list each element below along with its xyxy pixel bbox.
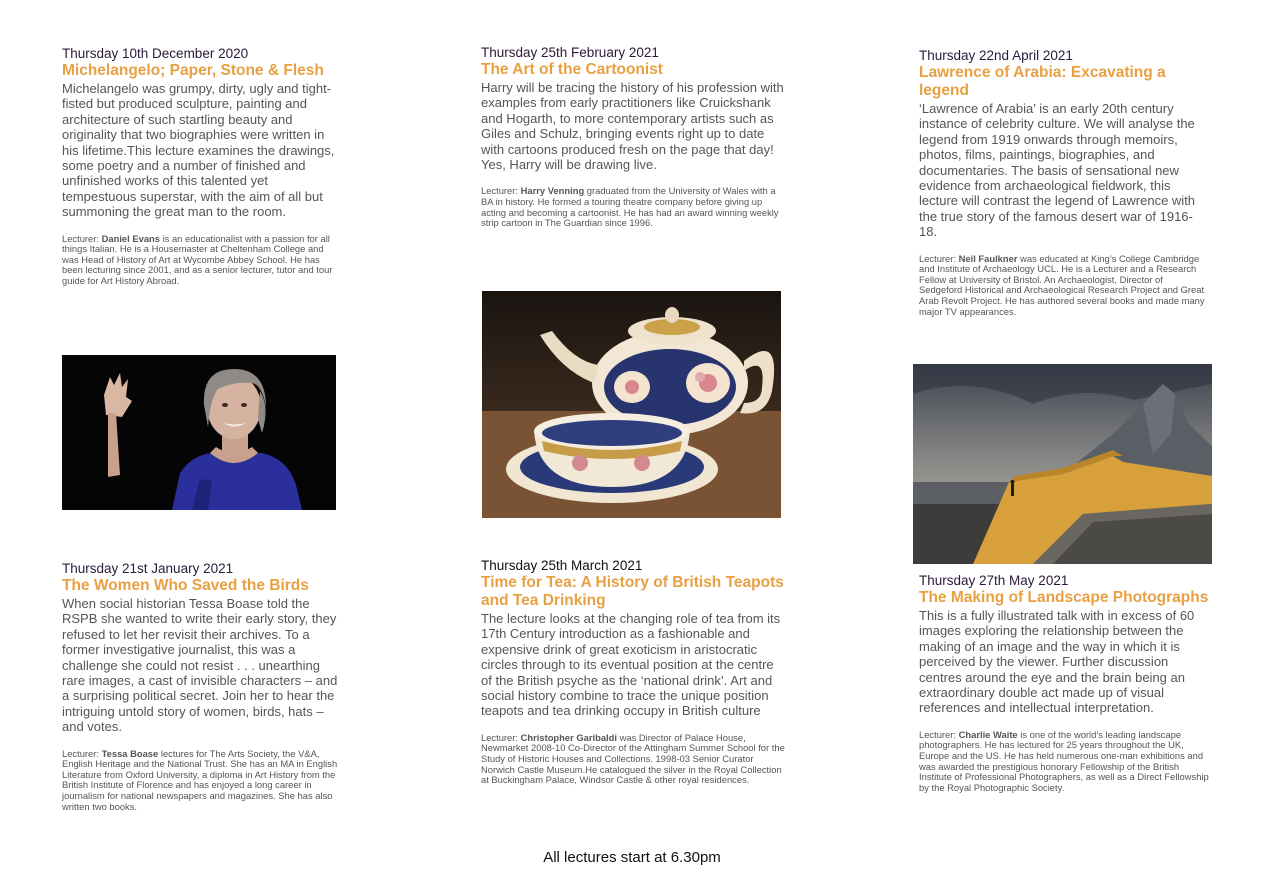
bio-text: was Director of Palace House, Newmarket 2008-10 Co-Director of the Attingham Summer School for the Study of Historic Houses and Collections. 1998-03 Senior Curator Norwich Castle Museum.He catalogued the silver in the Royal Collection at Buckingham Palace, Windsor Castle & other royal residences. bbox=[481, 731, 785, 786]
lecture-description: ‘Lawrence of Arabia’ is an early 20th century instance of celebrity culture. We will analyse the legend from 1919 onwards through memoirs, photos, films, paintings, biographies, and documentaries. The basis of sensational new evidence from archaeological fieldwork, this lecture will contrast the legend of Lawrence with the true story of the famous desert war of 1916-18. bbox=[919, 101, 1196, 240]
lecture-title: The Women Who Saved the Birds bbox=[62, 577, 309, 594]
lecturer-bio bbox=[481, 186, 785, 228]
bio-text: graduated from the University of Wales with a BA in history. He formed a touring theatre company before giving up acting and becoming a cartoonist. He has had an award winning weekly strip cartoon in The Guardian since 1996. bbox=[481, 185, 779, 229]
lecturer-name: Daniel Evans bbox=[101, 232, 160, 244]
bio-text: lectures for The Arts Society, the V&A, English Heritage and the National Trust. She has an MA in English Literature from Oxford University, a diploma in Art History from the British Institute of Florence and has enjoyed a long career in journalism for national newspapers and magazines. She has also written two books. bbox=[62, 747, 338, 812]
lecture-time-for-tea bbox=[481, 558, 785, 786]
lecturer-name: Christopher Garibaldi bbox=[520, 731, 617, 743]
landscape-image bbox=[913, 364, 1212, 564]
bio-prefix: Lecturer: bbox=[481, 185, 521, 197]
lecture-date: Thursday 10th December 2020 bbox=[62, 46, 249, 61]
lecture-title: The Making of Landscape Photographs bbox=[919, 589, 1209, 606]
presenter-image bbox=[62, 355, 336, 510]
bio-text: is one of the world’s leading landscape photographers. He has lectured for 25 years throughout the UK, Europe and the US. He has held numerous one-man exhibitions and was awarded the prestigious honorary Fellowship of the British Institute of Professional Photographers, as well as a Direct Fellowship by the Royal Photographic Society. bbox=[919, 728, 1209, 793]
lecture-description: Michelangelo was grumpy, dirty, ugly and tight-fisted but produced sculpture, painting and architecture of such startling beauty and originality that two biographies were written in his lifetime.This lecture examines the drawings, some poetry and a number of finished and unfinished works of this talented yet tempestuous superstar, with the aim of all but summoning the great man to the room. bbox=[62, 81, 335, 220]
lecture-description: Harry will be tracing the history of his profession with examples from early practitioners like Cruickshank and Hogarth, to more contemporary artists such as Giles and Schulz, bringing events right up to date with cartoons produced fresh on the page that day! Yes, Harry will be drawing live. bbox=[481, 80, 784, 173]
lecture-date: Thursday 22nd April 2021 bbox=[919, 48, 1073, 63]
lecture-women-birds bbox=[62, 561, 338, 812]
bio-text: is an educationalist with a passion for all things Italian. He is a Housemaster at Cheltenham College and was Head of History of Art at Wycombe Abbey School. He has been lecturing since 2001, and as a senior lecturer, tutor and tour guide for Art History Abroad. bbox=[62, 232, 333, 287]
lecture-title: Time for Tea: A History of British Teapots and Tea Drinking bbox=[481, 574, 784, 609]
lecturer-name: Tessa Boase bbox=[101, 747, 159, 759]
lecture-description: When social historian Tessa Boase told the RSPB she wanted to write their early story, they refused to let her revisit their archives. To a former investigative journalist, this was a challenge she could not resist . . . unearthing rare images, a cast of invisible characters – and a surprising political secret. Join her to hear the intriguing untold story of women, birds, hats – and votes. bbox=[62, 596, 338, 735]
lecture-lawrence-arabia bbox=[919, 48, 1207, 317]
bio-prefix: Lecturer: bbox=[62, 747, 102, 759]
lecture-date: Thursday 25th March 2021 bbox=[481, 558, 643, 573]
lecturer-name: Neil Faulkner bbox=[958, 252, 1018, 264]
lecturer-bio bbox=[62, 749, 338, 813]
landscape-photo bbox=[913, 364, 1212, 564]
lecturer-bio bbox=[919, 254, 1207, 318]
teapot-image bbox=[482, 291, 781, 518]
bio-prefix: Lecturer: bbox=[919, 252, 959, 264]
start-time-note: All lectures start at 6.30pm bbox=[543, 849, 721, 866]
bio-text: was educated at King’s College Cambridge and Institute of Archaeology UCL. He is a Lecturer and a Research Fellow at University of Bristol. An Archaeologist, Director of Sedgeford Historical and Archaeological Research Project and Great Arab Revolt Project. He has authored several books and made many major TV appearances. bbox=[919, 252, 1205, 317]
lecture-description: The lecture looks at the changing role of tea from its 17th Century introduction as a fashionable and expensive drink of great exoticism in aristocratic circles through to its eventual position at the centre of the British psyche as the ‘national drink’. Art and social history combine to trace the unique position teapots and tea drinking occupy in British culture bbox=[481, 611, 781, 719]
lecture-title: The Art of the Cartoonist bbox=[481, 61, 663, 78]
lecture-title: Lawrence of Arabia: Excavating a legend bbox=[919, 64, 1166, 99]
lecture-michelangelo bbox=[62, 46, 338, 287]
bio-prefix: Lecturer: bbox=[919, 728, 959, 740]
bio-prefix: Lecturer: bbox=[62, 232, 102, 244]
lecture-date: Thursday 25th February 2021 bbox=[481, 45, 659, 60]
lecturer-name: Harry Venning bbox=[520, 185, 585, 197]
teapot-photo bbox=[482, 291, 781, 518]
lecture-cartoonist bbox=[481, 45, 785, 229]
lecture-landscape-photographs bbox=[919, 573, 1209, 793]
lecture-date: Thursday 21st January 2021 bbox=[62, 561, 234, 576]
bio-prefix: Lecturer: bbox=[481, 731, 521, 743]
lecture-description: This is a fully illustrated talk with in excess of 60 images exploring the relationship between the making of an image and the way in which it is perceived by the viewer. Further discussion centres around the eye and the brain being an extraordinary double act made up of visual references and intellectual interpretation. bbox=[919, 608, 1195, 716]
lecturer-bio bbox=[481, 733, 785, 786]
lecturer-bio bbox=[62, 234, 338, 287]
lecturer-bio bbox=[919, 730, 1209, 794]
lecture-title: Michelangelo; Paper, Stone & Flesh bbox=[62, 62, 324, 79]
lecture-date: Thursday 27th May 2021 bbox=[919, 573, 1069, 588]
lecturer-name: Charlie Waite bbox=[958, 728, 1018, 740]
presenter-photo bbox=[62, 355, 336, 510]
